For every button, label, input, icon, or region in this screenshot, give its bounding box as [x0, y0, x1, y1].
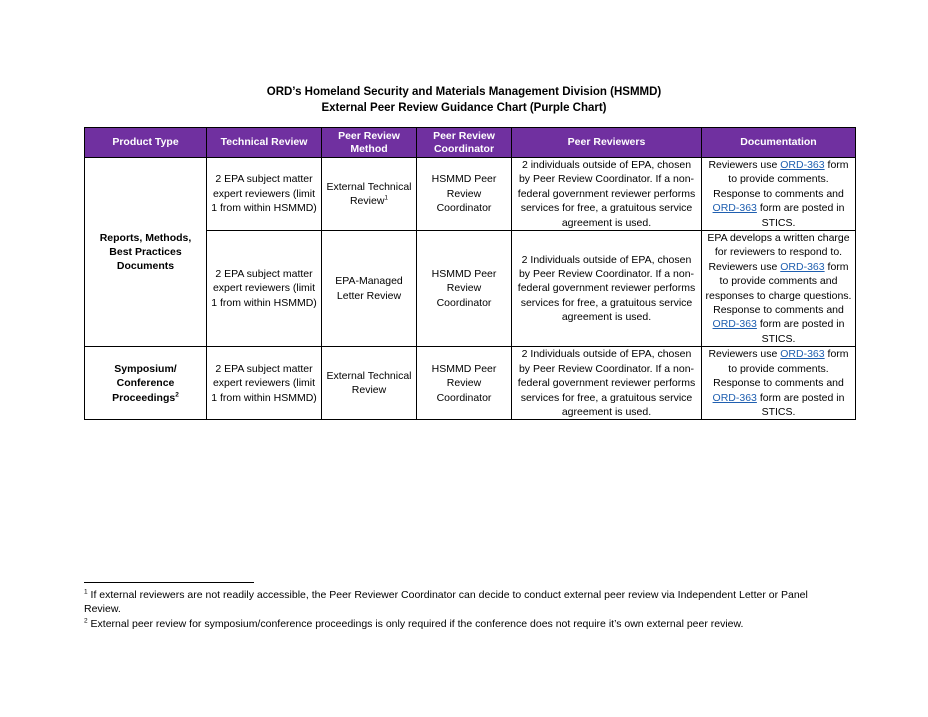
reviewers-cell: 2 Individuals outside of EPA, chosen by Peer Review Coordinator. If a non-federal government reviewer performs services for free, a gratuitous service agreement is used.: [512, 231, 702, 347]
table-header-row: [85, 128, 856, 158]
footnote-mark: 1: [84, 588, 88, 596]
footnote-separator: [84, 582, 254, 583]
coordinator-cell: HSMMD Peer Review Coordinator: [417, 158, 512, 231]
doc-text: EPA develops a written charge for reviewers to respond to. Reviewers use: [707, 232, 850, 273]
technical-review-cell: 2 EPA subject matter expert reviewers (limit 1 from within HSMMD): [207, 231, 322, 347]
doc-text: form are posted in STICS.: [756, 318, 845, 345]
doc-text: form to provide comments. Response to comments and: [713, 159, 849, 200]
doc-text: form to provide comments. Response to comments and: [713, 348, 849, 390]
technical-review-cell: 2 EPA subject matter expert reviewers (limit 1 from within HSMMD): [207, 347, 322, 420]
footnote-1: [84, 588, 844, 617]
table-row: [85, 158, 856, 231]
method-text: External Technical Review: [326, 180, 412, 208]
footnotes: [84, 588, 844, 631]
guidance-table: [84, 127, 856, 420]
header-peer-review-method: Peer Review Method: [322, 128, 417, 158]
ord-363-link[interactable]: ORD-363: [780, 159, 825, 171]
reviewers-cell: 2 individuals outside of EPA, chosen by Peer Review Coordinator. If a non-federal government reviewer performs services for free, a gratuitous service agreement is used.: [512, 158, 702, 231]
doc-text: form are posted in STICS.: [756, 202, 845, 229]
footnote-2: [84, 617, 844, 631]
ord-363-link[interactable]: ORD-363: [712, 318, 757, 331]
header-technical-review: Technical Review: [207, 128, 322, 158]
header-peer-review-coordinator: Peer Review Coordinator: [417, 128, 512, 158]
title-line-1: ORD’s Homeland Security and Materials Management Division (HSMMD): [266, 86, 662, 98]
doc-text: Reviewers use: [708, 159, 781, 171]
technical-review-cell: 2 EPA subject matter expert reviewers (limit 1 from within HSMMD): [207, 158, 322, 231]
footnote-text: External peer review for symposium/conference proceedings is only required if the conference does not require it’s own external peer review.: [87, 617, 744, 630]
footnote-ref-1[interactable]: 1: [384, 194, 389, 202]
header-documentation: Documentation: [702, 128, 856, 158]
table-row: [85, 347, 856, 420]
product-type-text: Symposium/ Conference Proceedings: [112, 362, 177, 404]
doc-text: Reviewers use: [708, 348, 781, 361]
footnote-text: If external reviewers are not readily accessible, the Peer Reviewer Coordinator can decide to conduct external peer review via Independent Letter or Panel Review.: [84, 589, 808, 616]
doc-text: form to provide comments and responses to charge questions. Response to comments and: [705, 260, 852, 317]
header-peer-reviewers: Peer Reviewers: [512, 128, 702, 158]
coordinator-cell: HSMMD Peer Review Coordinator: [417, 231, 512, 347]
document-title: [0, 84, 928, 116]
product-type-symposium: [85, 347, 207, 420]
title-line-2: External Peer Review Guidance Chart (Purple Chart): [321, 102, 607, 114]
documentation-cell: [702, 158, 856, 231]
ord-363-link[interactable]: ORD-363: [780, 260, 825, 273]
method-cell: External Technical Review: [322, 347, 417, 420]
coordinator-cell: HSMMD Peer Review Coordinator: [417, 347, 512, 420]
ord-363-link[interactable]: ORD-363: [712, 202, 757, 215]
documentation-cell: [702, 347, 856, 420]
footnote-mark: 2: [84, 617, 88, 625]
ord-363-link[interactable]: ORD-363: [712, 391, 757, 404]
product-type-reports: Reports, Methods, Best Practices Documents: [85, 158, 207, 347]
reviewers-cell: 2 Individuals outside of EPA, chosen by Peer Review Coordinator. If a non-federal government reviewer performs services for free, a gratuitous service agreement is used.: [512, 347, 702, 420]
header-product-type: Product Type: [85, 128, 207, 158]
method-cell: EPA-Managed Letter Review: [322, 231, 417, 347]
documentation-cell: [702, 231, 856, 347]
ord-363-link[interactable]: ORD-363: [780, 348, 825, 361]
method-cell: [322, 158, 417, 231]
doc-text: form are posted in STICS.: [756, 391, 845, 418]
footnote-ref-2[interactable]: 2: [175, 391, 179, 398]
